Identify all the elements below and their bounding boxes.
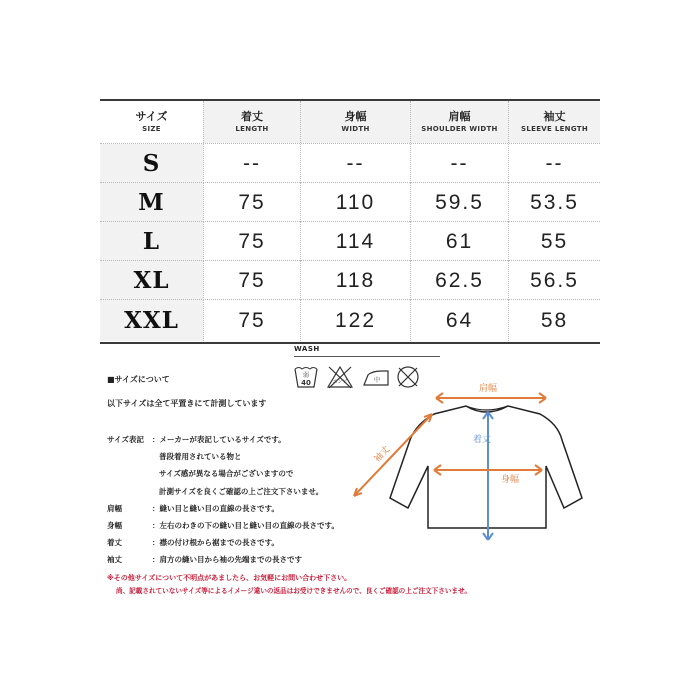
width-value: 118	[335, 268, 376, 292]
wash-tub-icon	[295, 368, 317, 388]
header-shoulder-jp: 肩幅	[448, 110, 471, 123]
table-row	[100, 182, 600, 222]
notes-subtitle: 以下サイズは全て平置きにて計測しています	[107, 399, 267, 408]
value-cell	[203, 144, 300, 183]
header-length	[203, 101, 300, 143]
width-value: 114	[335, 229, 376, 253]
sleeve-value: 58	[540, 308, 569, 332]
header-sleeve-jp: 袖丈	[543, 110, 566, 123]
header-width	[300, 101, 410, 143]
def-term: 肩幅	[107, 504, 122, 513]
header-sleeve-en: SLEEVE LENGTH	[521, 125, 588, 133]
value-cell	[203, 300, 300, 341]
sleeve-value: --	[545, 151, 564, 175]
shoulder-value: 64	[445, 308, 474, 332]
header-length-jp: 着丈	[241, 110, 263, 123]
svg-text:エンソ: エンソ	[332, 379, 348, 385]
size-cell	[100, 300, 203, 341]
def-term: 着丈	[107, 538, 122, 547]
shoulder-arrow	[436, 393, 546, 403]
table-row	[100, 143, 600, 183]
size-label: XXL	[124, 307, 179, 334]
notes-title: ■サイズについて	[107, 375, 170, 384]
length-value: 75	[238, 190, 266, 214]
value-cell	[300, 183, 410, 222]
table-row	[100, 260, 600, 300]
header-width-en: WIDTH	[341, 125, 370, 133]
sleeve-value: 55	[540, 229, 569, 253]
wash-divider	[294, 356, 440, 357]
length-label: 着丈	[472, 435, 492, 445]
header-size-en: SIZE	[142, 125, 161, 133]
value-cell	[508, 183, 600, 222]
header-size	[100, 101, 203, 143]
length-value: 75	[238, 229, 266, 253]
def-term: 袖丈	[107, 555, 122, 564]
table-row	[100, 221, 600, 261]
size-cell	[100, 261, 203, 300]
warning-text-1: ※その他サイズについて不明点があましたら、お気軽にお問い合わせ下さい。	[107, 574, 352, 582]
value-cell	[410, 183, 508, 222]
size-label-term: サイズ表記	[107, 435, 144, 444]
value-cell	[410, 222, 508, 261]
def-desc: ：左右のわきの下の縫い目と縫い目の直線の長さです。	[152, 521, 339, 530]
width-value: --	[346, 151, 365, 175]
size-label: S	[142, 150, 161, 177]
warning-text-2: 尚、記載されていないサイズ等によるイメージ違いの返品はお受けできませんので、良くご確認の上ご注文下さいませ。	[116, 587, 472, 595]
shirt-outline	[390, 406, 582, 528]
size-cell	[100, 222, 203, 261]
value-cell	[300, 144, 410, 183]
size-cell	[100, 183, 203, 222]
table-row	[100, 299, 600, 341]
value-cell	[410, 300, 508, 341]
shoulder-value: --	[450, 151, 469, 175]
value-cell	[203, 183, 300, 222]
wash-label: WASH	[294, 345, 320, 353]
shoulder-value: 59.5	[435, 190, 484, 214]
header-shoulder	[410, 101, 508, 143]
wash-temp-text: 40	[301, 379, 311, 387]
value-cell	[410, 261, 508, 300]
value-cell	[300, 222, 410, 261]
def-desc: ：襟の付け根から裾までの長さです。	[152, 538, 279, 547]
svg-text:弱: 弱	[302, 372, 310, 379]
size-label: XL	[133, 267, 170, 294]
iron-mark-text: 中	[373, 377, 381, 384]
length-value: 75	[238, 308, 266, 332]
sleeve-value: 53.5	[530, 190, 579, 214]
size-text-4: 計測サイズを良くご確認の上ご注文下さいませ。	[159, 487, 324, 496]
value-cell	[300, 261, 410, 300]
sleeve-value: 56.5	[530, 268, 579, 292]
width-label: 身幅	[500, 475, 520, 485]
shoulder-value: 61	[445, 229, 474, 253]
def-term: 身幅	[107, 521, 122, 530]
size-cell	[100, 144, 203, 183]
header-sleeve	[508, 101, 600, 143]
size-label: L	[142, 228, 161, 255]
size-text-1: ：メーカーが表記しているサイズです。	[152, 435, 286, 444]
value-cell	[508, 144, 600, 183]
size-table	[100, 99, 600, 344]
table-header	[100, 101, 600, 143]
value-cell	[508, 222, 600, 261]
size-text-3: サイズ感が異なる場合がございますので	[159, 469, 294, 478]
sleeve-label: 袖丈	[372, 444, 393, 465]
size-text-2: 普段着用されている物と	[159, 452, 242, 461]
shoulder-value: 62.5	[435, 268, 484, 292]
size-label: M	[138, 189, 165, 216]
def-desc: ：肩方の縫い目から袖の先端までの長さです	[152, 555, 302, 564]
def-desc: ：縫い目と縫い目の直線の長さです。	[152, 504, 279, 513]
shoulder-label: 肩幅	[478, 384, 498, 394]
value-cell	[508, 261, 600, 300]
header-shoulder-en: SHOULDER WIDTH	[421, 125, 498, 133]
header-length-en: LENGTH	[235, 125, 269, 133]
length-value: 75	[238, 268, 266, 292]
value-cell	[203, 261, 300, 300]
width-value: 122	[334, 308, 377, 332]
value-cell	[508, 300, 600, 341]
value-cell	[300, 300, 410, 341]
length-value: --	[243, 151, 261, 175]
shirt-diagram	[340, 378, 620, 548]
value-cell	[410, 144, 508, 183]
value-cell	[203, 222, 300, 261]
header-width-jp: 身幅	[344, 110, 367, 123]
header-size-jp: サイズ	[135, 110, 168, 123]
width-value: 110	[335, 190, 376, 214]
